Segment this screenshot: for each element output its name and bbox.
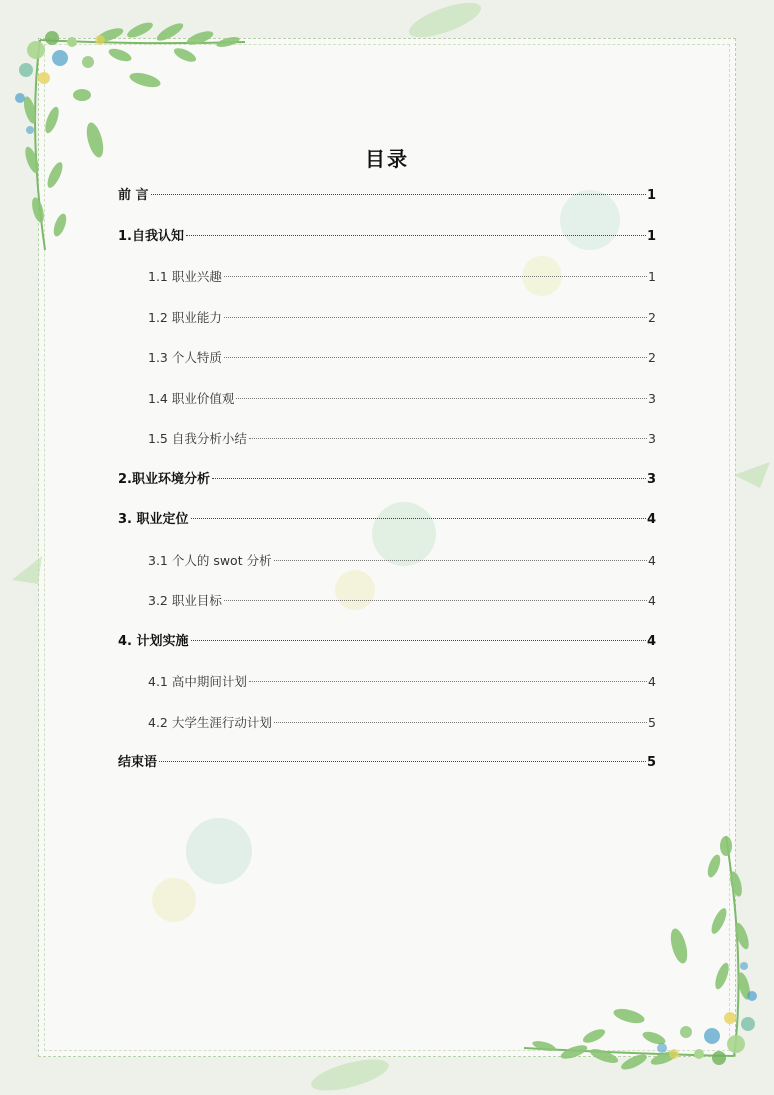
toc-entry[interactable] [118,217,656,258]
toc-dot-leader [191,640,646,641]
toc-dot-leader [151,194,646,195]
toc-page-number: 5 [648,714,656,730]
toc-entry-label: 3.1 个人的 swot 分析 [148,552,272,568]
toc-entry-label: 1.3 个人特质 [148,350,222,365]
toc-dot-leader [186,235,646,236]
toc-dot-leader [274,722,647,723]
toc-entry[interactable] [118,379,656,420]
toc-entry[interactable] [118,743,656,784]
toc-entry-label: 1.1 职业兴趣 [148,269,222,284]
toc-page-number: 1 [648,269,656,284]
toc-entry-label: 1.4 职业价值观 [148,390,235,406]
toc-page-number: 3 [646,471,656,487]
toc-page-number: 5 [646,755,656,770]
toc-dot-leader [224,357,647,358]
toc-entry-label: 前 言 [118,188,149,203]
toc-entry-label: 1.2 职业能力 [148,309,222,325]
toc-page-number: 2 [648,350,656,365]
toc-dot-leader [159,761,646,762]
toc-page-number: 1 [646,228,656,244]
toc-dot-leader [212,478,646,479]
toc-dot-leader [274,560,647,561]
toc-title: 目录 [365,147,409,171]
toc-entry-label: 结束语 [118,755,158,770]
toc-entry-label: 4.2 大学生涯行动计划 [148,714,272,730]
toc-dot-leader [191,518,646,519]
toc-entry[interactable] [118,581,656,622]
toc-entry[interactable] [118,622,656,663]
toc-entry[interactable] [118,298,656,339]
toc-dot-leader [236,398,647,399]
toc-entry-label: 4.1 高中期间计划 [148,674,247,689]
toc-entry-label: 2.职业环境分析 [118,471,210,487]
toc-entry[interactable] [118,460,656,501]
toc-entry[interactable] [118,541,656,582]
toc-page-number: 4 [648,593,656,608]
leaf-branch-icon [400,0,500,40]
toc-dot-leader [249,681,647,682]
toc-entry[interactable] [118,662,656,703]
leaf-branch-icon [730,450,774,500]
toc-entry[interactable] [118,500,656,541]
toc-page-number: 4 [648,552,656,568]
toc-entry[interactable] [118,703,656,744]
toc-dot-leader [224,317,647,318]
toc-entry-label: 3.2 职业目标 [148,593,222,608]
toc-list [118,176,656,784]
toc-page-number: 4 [646,512,656,527]
toc-entry[interactable] [118,176,656,217]
toc-page-number: 3 [648,431,656,446]
toc-entry[interactable] [118,419,656,460]
toc-entry-label: 3. 职业定位 [118,512,189,527]
toc-page-number: 1 [646,188,656,203]
toc-page-number: 3 [648,390,656,406]
toc-page-number: 4 [648,674,656,689]
toc-page-number: 2 [648,309,656,325]
toc-entry[interactable] [118,257,656,298]
toc-entry[interactable] [118,338,656,379]
toc-page-number: 4 [646,633,656,649]
toc-dot-leader [224,600,647,601]
toc-entry-label: 1.自我认知 [118,228,184,244]
toc-dot-leader [249,438,647,439]
toc-entry-label: 4. 计划实施 [118,633,189,649]
toc-dot-leader [224,276,647,277]
toc-entry-label: 1.5 自我分析小结 [148,431,247,446]
